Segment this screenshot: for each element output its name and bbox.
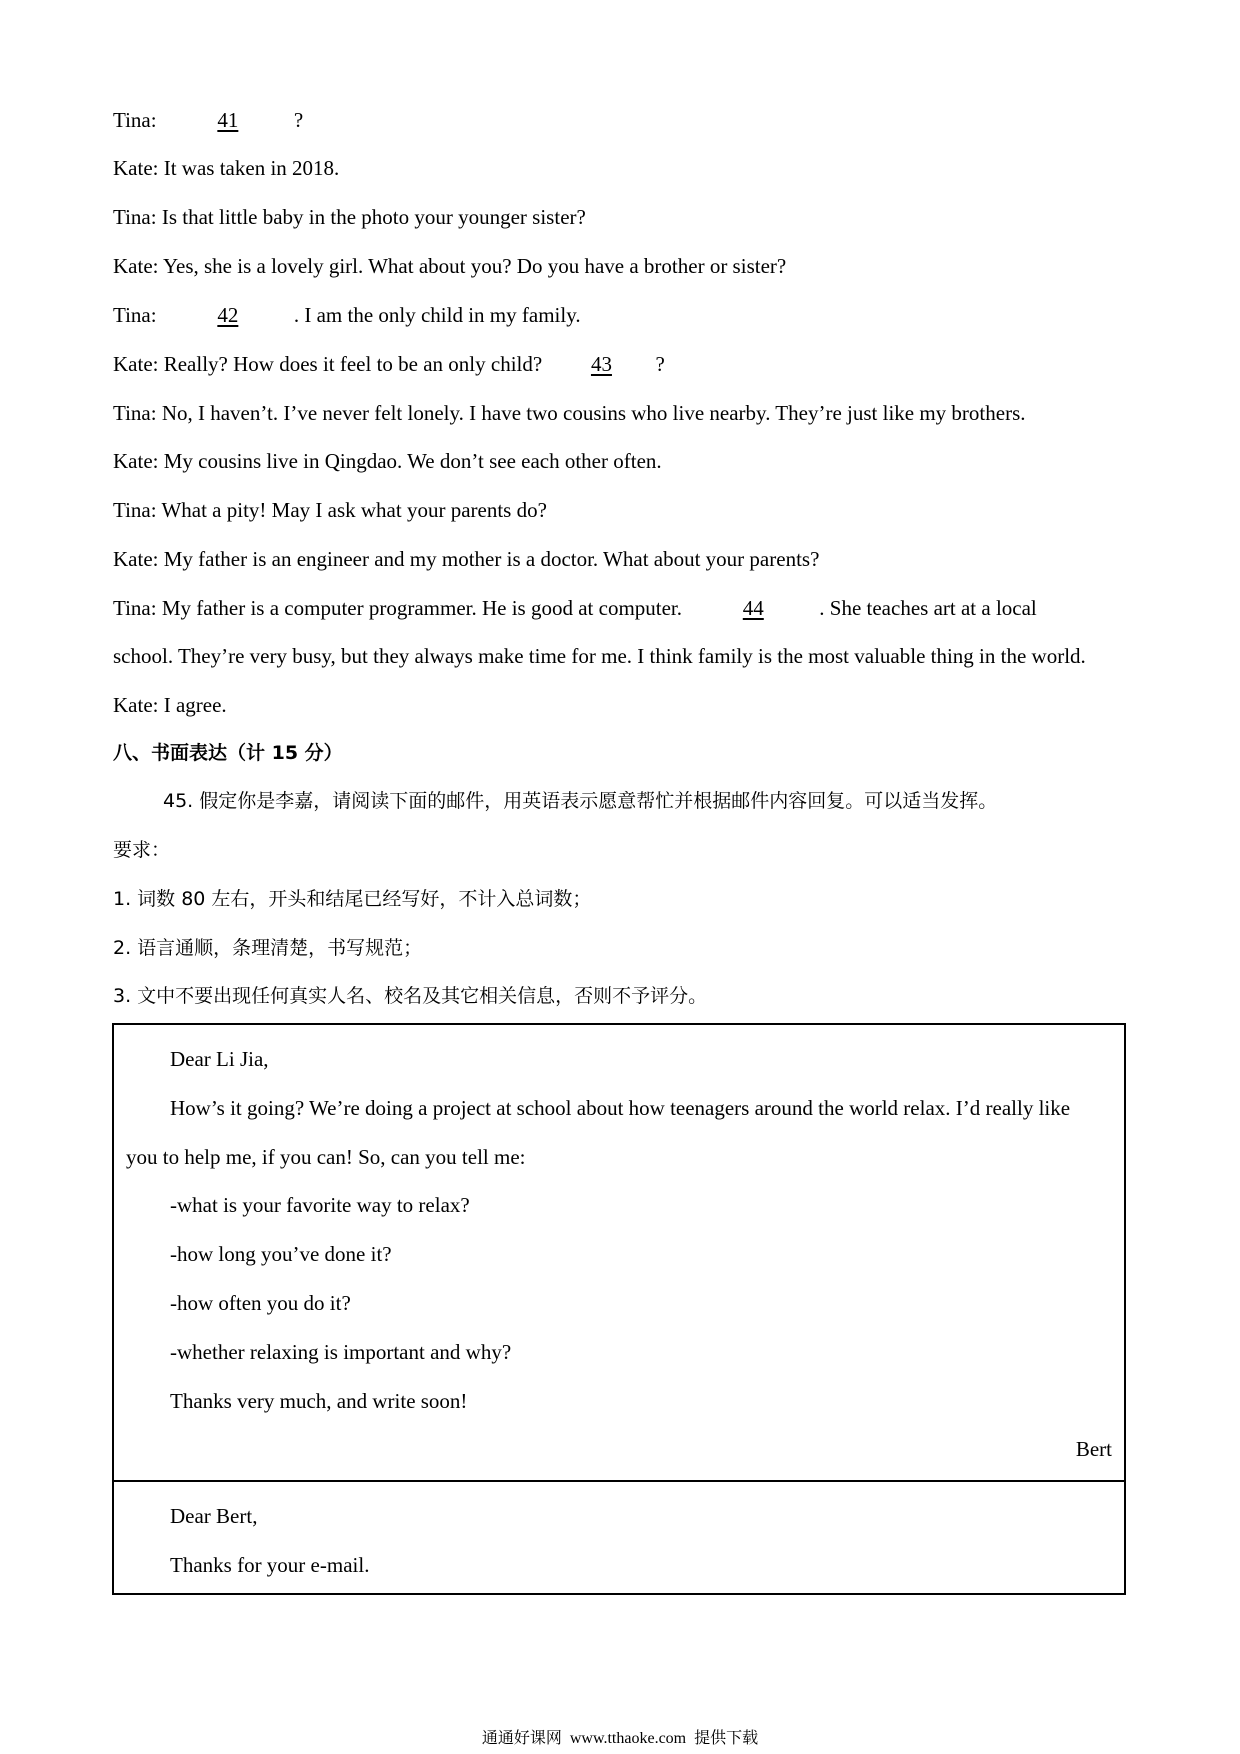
reply-opening: Thanks for your e-mail. <box>170 1553 370 1577</box>
dialogue-line-42 <box>113 301 581 329</box>
dialogue-line: Tina: No, I haven’t. I’ve never felt lonely. I have two cousins who live nearby. They’re just like my brothers. <box>113 401 1026 425</box>
dialogue-line: Kate: I agree. <box>113 693 227 717</box>
section-heading: 八、书面表达（计 15 分） <box>113 742 343 764</box>
footer-url: www.tthaoke.com <box>569 1730 687 1747</box>
letter-signature: Bert <box>1075 1437 1112 1461</box>
dialogue-line: Kate: My cousins live in Qingdao. We don’t see each other often. <box>113 449 662 473</box>
line-suffix: ? <box>293 108 304 132</box>
dialogue-line: Kate: It was taken in 2018. <box>113 156 340 180</box>
dialogue-line: school. They’re very busy, but they always make time for me. I think family is the most valuable thing in the world. <box>113 644 1086 668</box>
letter-question: -what is your favorite way to relax? <box>170 1193 470 1217</box>
line-prefix: Kate: Really? How does it feel to be an only child? <box>113 352 548 376</box>
letter-closing: Thanks very much, and write soon! <box>170 1389 468 1413</box>
blank-41: 41 <box>217 108 239 132</box>
letter-question: -how often you do it? <box>170 1291 351 1315</box>
footer-download-text: 提供下载 <box>694 1728 759 1747</box>
dialogue-line: Tina: What a pity! May I ask what your parents do? <box>113 498 547 522</box>
requirements-title: 要求： <box>113 839 171 861</box>
speaker-text: Tina: <box>113 303 162 327</box>
line-suffix: . I am the only child in my family. <box>293 303 581 327</box>
reply-greeting: Dear Bert, <box>170 1504 258 1528</box>
blank-42: 42 <box>217 303 239 327</box>
line-suffix: ? <box>655 352 665 376</box>
requirement-item: 1. 词数 80 左右，开头和结尾已经写好，不计入总词数； <box>113 888 592 910</box>
requirement-item: 2. 语言通顺，条理清楚，书写规范； <box>113 937 423 959</box>
dialogue-line-41 <box>113 106 303 134</box>
question-prompt: 45. 假定你是李嘉，请阅读下面的邮件，用英语表示愿意帮忙并根据邮件内容回复。可以适当发挥。 <box>163 790 998 812</box>
requirement-item: 3. 文中不要出现任何真实人名、校名及其它相关信息，否则不予评分。 <box>113 985 708 1007</box>
dialogue-line-44 <box>113 594 1037 622</box>
letter-question: -how long you’ve done it? <box>170 1242 392 1266</box>
dialogue-line: Tina: Is that little baby in the photo your younger sister? <box>113 205 586 229</box>
letter-paragraph-cont: you to help me, if you can! So, can you tell me: <box>126 1145 526 1169</box>
page-footer <box>0 1727 1240 1750</box>
dialogue-line-43 <box>113 350 665 378</box>
line-suffix: . She teaches art at a local <box>819 596 1037 620</box>
blank-44: 44 <box>742 596 764 620</box>
line-prefix: Tina: My father is a computer programmer. He is good at computer. <box>113 596 688 620</box>
dialogue-line: Kate: My father is an engineer and my mother is a doctor. What about your parents? <box>113 547 820 571</box>
footer-site-name: 通通好课网 <box>481 1728 562 1747</box>
dialogue-line: Kate: Yes, she is a lovely girl. What about you? Do you have a brother or sister? <box>113 254 787 278</box>
letter-question: -whether relaxing is important and why? <box>170 1340 512 1364</box>
letter-paragraph: How’s it going? We’re doing a project at school about how teenagers around the world relax. I’d really like <box>170 1096 1071 1120</box>
letter-greeting: Dear Li Jia, <box>170 1047 269 1071</box>
reply-box <box>112 1480 1126 1595</box>
speaker-text: Tina: <box>113 108 162 132</box>
blank-43: 43 <box>590 352 612 376</box>
letter-box <box>112 1023 1126 1482</box>
